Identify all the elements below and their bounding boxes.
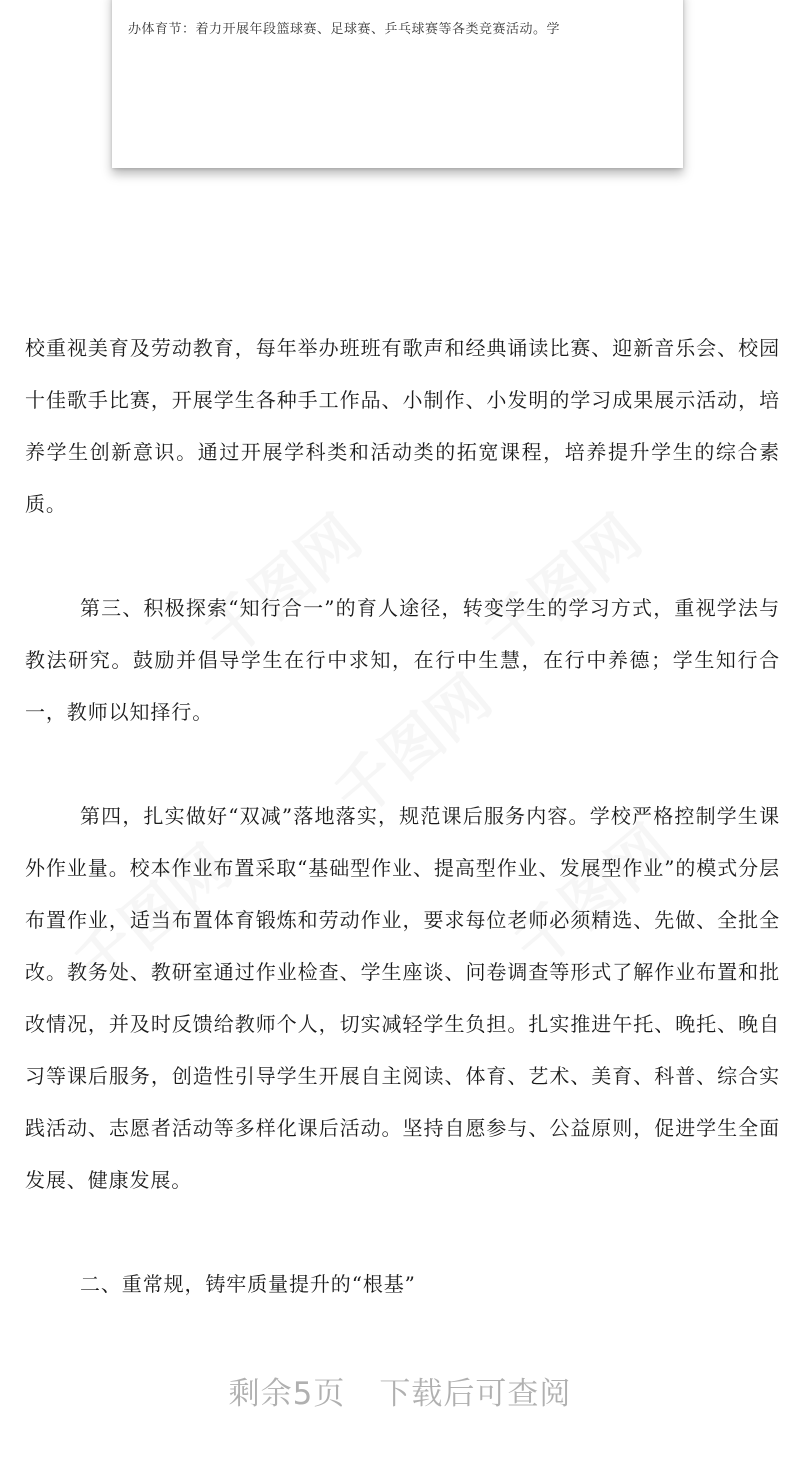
paragraph: 第四，扎实做好“双减”落地落实，规范课后服务内容。学校严格控制学生课外作业量。校本作业布置采取“基础型作业、提高型作业、发展型作业”的模式分层布置作业，适当布置体育锻炼和劳动作业，要求每位老师必须精选、先做、全批全改。教务处、教研室通过作业检查、学生座谈、问卷调查等形式了解作业布置和批改情况，并及时反馈给教师个人，切实减轻学生负担。扎实推进午托、晚托、晚自习等课后服务，创造性引导学生开展自主阅读、体育、艺术、美育、科普、综合实践活动、志愿者活动等多样化课后活动。坚持自愿参与、公益原则，促进学生全面发展、健康发展。 <box>25 804 780 1192</box>
paragraph: 校重视美育及劳动教育，每年举办班班有歌声和经典诵读比赛、迎新音乐会、校园十佳歌手比赛，开展学生各种手工作品、小制作、小发明的学习成果展示活动，培养学生创新意识。通过开展学科类和活动类的拓宽课程，培养提升学生的综合素质。 <box>25 336 780 516</box>
page-preview-card <box>112 0 683 168</box>
preview-text-line: 办体育节：着力开展年段篮球赛、足球赛、乒乓球赛等各类竞赛活动。学 <box>128 22 561 37</box>
document-body <box>25 322 780 1310</box>
download-prompt[interactable] <box>0 1368 800 1413</box>
remaining-pages-label: 剩余5页 <box>228 1376 346 1412</box>
paragraph: 第三、积极探索“知行合一”的育人途径，转变学生的学习方式，重视学法与教法研究。鼓励并倡导学生在行中求知，在行中生慧，在行中养德；学生知行合一，教师以知择行。 <box>25 596 780 724</box>
download-to-view-label: 下载后可查阅 <box>379 1376 572 1412</box>
section-heading: 二、重常规，铸牢质量提升的“根基” <box>80 1272 416 1296</box>
